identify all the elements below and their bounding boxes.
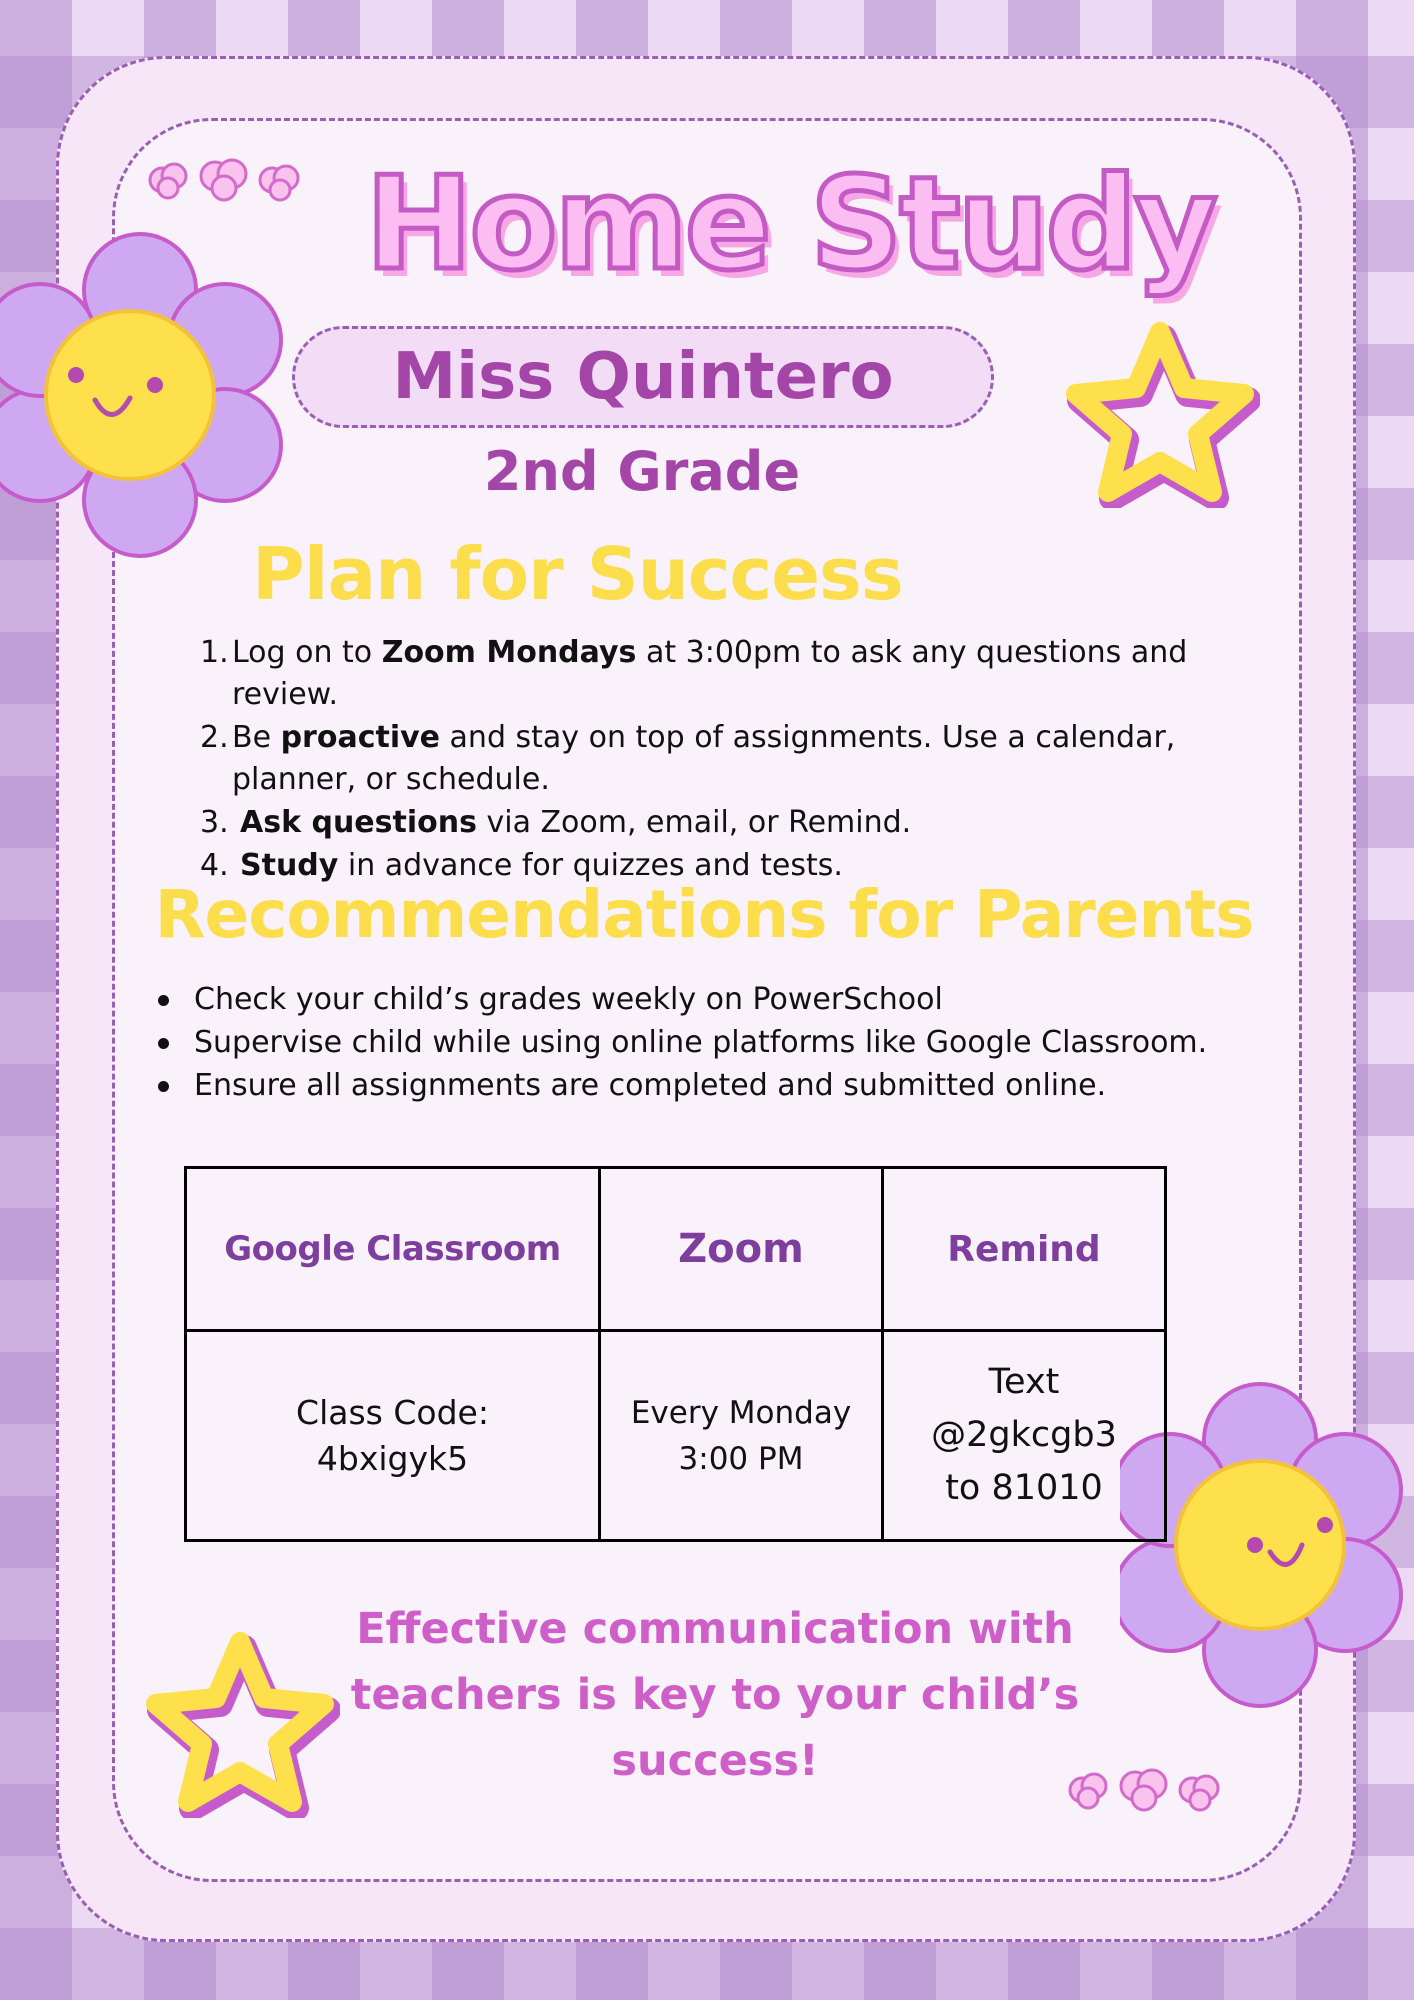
table-cell-remind-code: Text @2gkcgb3 to 81010	[883, 1331, 1166, 1541]
teacher-name-banner	[292, 326, 994, 428]
smiling-flower-icon	[0, 230, 290, 600]
contact-table	[184, 1166, 1167, 1542]
list-item: Check your child’s grades weekly on PowerSchool	[150, 978, 1300, 1021]
page-title: Home Study	[365, 150, 1215, 299]
recommendations-heading: Recommendations for Parents	[154, 876, 1254, 953]
list-item: 1. Log on to Zoom Mondays at 3:00pm to ask any questions and review.	[200, 635, 1188, 712]
list-item: Ensure all assignments are completed and submitted online.	[150, 1064, 1300, 1107]
list-item: 4. Study in advance for quizzes and tests.	[200, 848, 843, 883]
table-header-zoom: Zoom	[600, 1168, 883, 1331]
footer-message: Effective communication with teachers is key to your child’s success!	[350, 1604, 1080, 1786]
star-icon	[140, 1628, 340, 1818]
list-item: 3. Ask questions via Zoom, email, or Remind.	[200, 805, 912, 840]
table-header-google-classroom: Google Classroom	[186, 1168, 600, 1331]
table-cell-zoom-time: Every Monday 3:00 PM	[600, 1331, 883, 1541]
table-row	[186, 1331, 1166, 1541]
plan-heading: Plan for Success	[252, 532, 903, 616]
table-cell-class-code: Class Code: 4bxigyk5	[186, 1331, 600, 1541]
list-item: 2. Be proactive and stay on top of assignments. Use a calendar, planner, or schedule.	[200, 720, 1176, 797]
plan-list	[200, 632, 1280, 888]
star-icon	[1060, 318, 1260, 508]
recommendations-list	[150, 978, 1300, 1107]
grade-label: 2nd Grade	[483, 440, 801, 503]
list-item: Supervise child while using online platforms like Google Classroom.	[150, 1021, 1300, 1064]
table-header-remind: Remind	[883, 1168, 1166, 1331]
teacher-name: Miss Quintero	[392, 340, 894, 414]
table-row	[186, 1168, 1166, 1331]
cloud-icon	[140, 150, 310, 206]
